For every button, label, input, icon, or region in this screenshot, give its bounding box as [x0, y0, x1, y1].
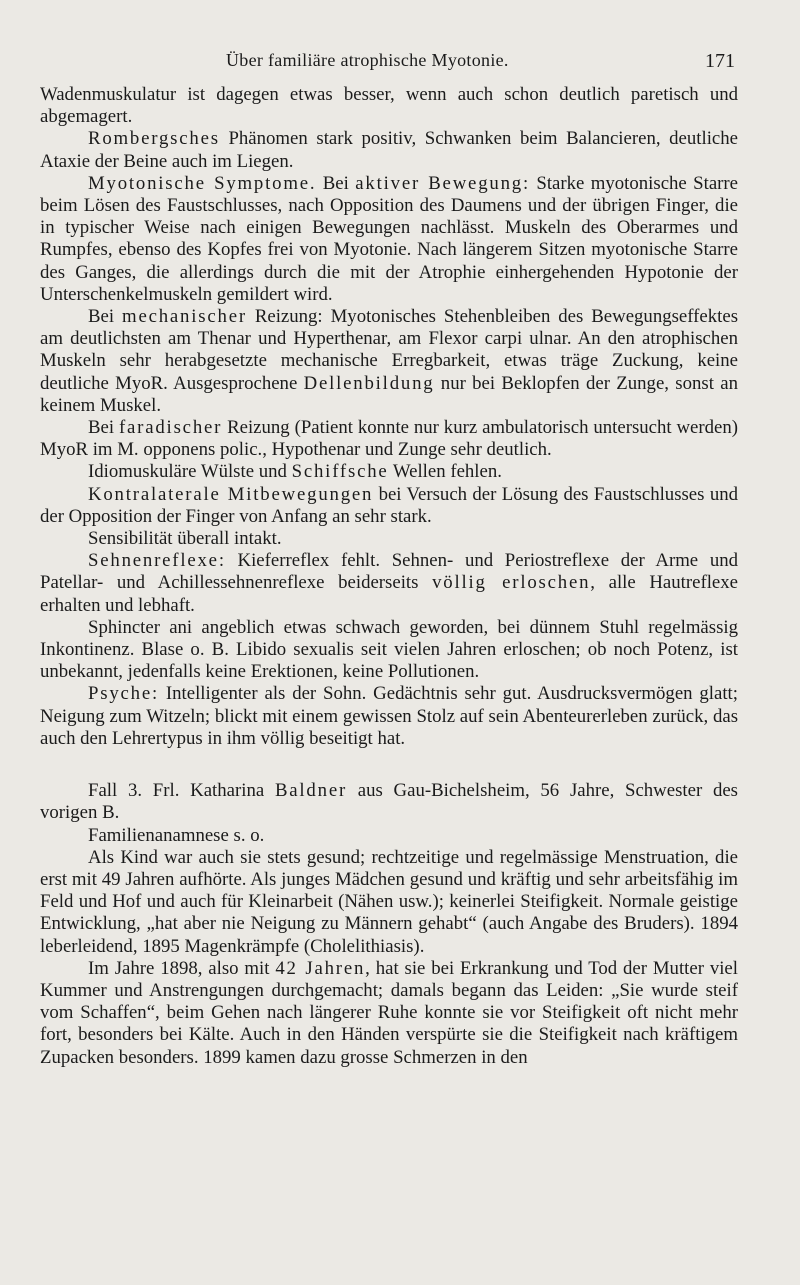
paragraph-text: Intelligenter als der Sohn. Gedächtnis sehr gut. Ausdrucksvermögen glatt; Neigung zum Witzeln; blickt mit einem gewissen Stolz auf sein Abenteurerleben zurück, das auch den Lehrertypus in ihm völlig beseitigt hat. — [40, 683, 738, 749]
spaced-term: Sehnenreflexe: — [88, 550, 226, 572]
paragraph-text: Sensibilität überall intakt. — [88, 528, 282, 550]
spaced-term: Rombergsches — [88, 128, 220, 150]
running-title: Über familiäre atrophische Myotonie. — [226, 50, 509, 70]
paragraph — [40, 528, 738, 550]
paragraph-text: Sphincter ani angeblich etwas schwach geworden, bei dünnem Stuhl regelmässig Inkontinenz. Blase o. B. Libido sexualis seit vielen Jahren erloschen; ob noch Potenz, ist unbekannt, jedenfalls keine Erektionen, keine Pollutionen. — [40, 616, 738, 683]
case-heading-paragraph — [40, 780, 738, 824]
paragraph-text: Wadenmuskulatur ist dagegen etwas besser, wenn auch schon deutlich paretisch und abgemagert. — [40, 84, 738, 128]
paragraph-text: , alle Hautreflexe erhalten und lebhaft. — [40, 572, 738, 616]
paragraph — [40, 958, 738, 1069]
body-text — [40, 84, 738, 1069]
paragraph-text: bei Versuch der Lösung des Faustschlusses und der Opposition der Finger von Anfang an sehr stark. — [40, 483, 738, 527]
spaced-term: faradischer — [118, 417, 223, 439]
paragraph — [40, 173, 738, 306]
spaced-term: völlig erloschen — [432, 572, 591, 594]
paragraph — [40, 683, 738, 750]
paragraph — [40, 484, 738, 528]
paragraph-text: , hat sie bei Erkrankung und Tod der Mutter viel Kummer und Anstrengungen durchgemacht; damals begann das Leiden: „Sie wurde steif vom Schaffen“, beim Gehen nach längerer Ruhe konnte sie vor Steifigkeit oft nicht mehr fort, besonders bei Kälte. Auch in den Händen verspürte sie die Steifigkeit nach kräftigem Zupacken besonders. 1899 kamen dazu grosse Schmerzen in den — [40, 957, 738, 1068]
spaced-term: aktiver Bewegung: — [355, 172, 530, 194]
paragraph — [40, 84, 738, 128]
paragraph — [40, 417, 738, 461]
section-gap — [40, 750, 738, 780]
page-header — [40, 40, 738, 84]
paragraph — [40, 550, 738, 617]
paragraph-text: Phänomen stark positiv, Schwanken beim Balancieren, deutliche Ataxie der Beine auch im Liegen. — [40, 128, 738, 172]
spaced-term: mechanischer — [122, 306, 247, 328]
paragraph-text: Bei — [316, 172, 356, 194]
spaced-term: Baldner — [274, 780, 348, 802]
paragraph-text: Bei — [88, 306, 123, 328]
paragraph — [40, 306, 738, 417]
spaced-term: 42 Jahren — [275, 957, 366, 979]
paragraph-text: Reizung: Myotonisches Stehenbleiben des Bewegungseffektes am deutlichsten am Thenar und Hyperthenar, am Flexor carpi ulnar. An den atrophischen Muskeln sehr herabgesetzte mechanische Erregbarkeit, etwas träge Zuckung, keine deutliche MyoR. Ausgesprochene — [40, 306, 739, 394]
paragraph-text: Kieferreflex fehlt. Sehnen- und Periostreflexe der Arme und Patellar- und Achillessehnenreflexe beiderseits — [40, 550, 738, 594]
spaced-term: Dellenbildung — [303, 372, 435, 394]
paragraph-text: Als Kind war auch sie stets gesund; rechtzeitige und regelmässige Menstruation, die erst mit 49 Jahren aufhörte. Als junges Mädchen gesund und kräftig und sehr arbeitsfähig im Feld und Hof und auch für Kleinarbeit (Nähen usw.); keinerlei Steifigkeit. Normale geistige Entwicklung, „hat aber nie Neigung zu Männern gehabt“ (auch Angabe des Bruders). 1894 leberleidend, 1895 Magenkrämpfe (Cholelithiasis). — [40, 846, 738, 957]
paragraph-text: nur bei Beklopfen der Zunge, sonst an keinem Muskel. — [40, 372, 738, 416]
paragraph-text: Fall 3. Frl. Katharina — [88, 780, 275, 802]
page-number: 171 — [705, 50, 735, 72]
paragraph-text: Familienanamnese s. o. — [88, 824, 265, 846]
paragraph-text: aus Gau-Bichelsheim, 56 Jahre, Schwester des vorigen B. — [40, 780, 738, 824]
paragraph — [40, 461, 738, 483]
paragraph — [40, 847, 738, 958]
paragraph-text: Starke myotonische Starre beim Lösen des Faustschlusses, nach Opposition des Daumens und der übrigen Finger, die in typischer Weise nach einigen Bewegungen nachlässt. Muskeln des Oberarmes und Rumpfes, ebenso des Kopfes frei von Myotonie. Nach längerem Sitzen myotonische Starre des Ganges, die allerdings durch die mit der Atrophie einhergehenden Hypotonie der Unterschenkelmuskeln gemildert wird. — [40, 172, 739, 305]
paragraph — [40, 128, 738, 172]
paragraph-text: Idiomuskuläre Wülste und — [88, 461, 292, 483]
paragraph — [40, 617, 738, 684]
paragraph-text: Wellen fehlen. — [388, 461, 502, 483]
spaced-term: Schiffsche — [291, 461, 389, 483]
paragraph — [40, 825, 738, 847]
spaced-term: Myotonische Symptome. — [88, 172, 317, 194]
spaced-term: Psyche: — [88, 683, 160, 705]
paragraph-text: Im Jahre 1898, also mit — [88, 957, 276, 979]
spaced-term: Kontralaterale Mitbewegungen — [88, 483, 374, 505]
paragraph-text: Bei — [88, 417, 119, 439]
paragraph-text: Reizung (Patient konnte nur kurz ambulatorisch untersucht werden) MyoR im M. opponens polic., Hypothenar und Zunge sehr deutlich. — [40, 417, 739, 461]
